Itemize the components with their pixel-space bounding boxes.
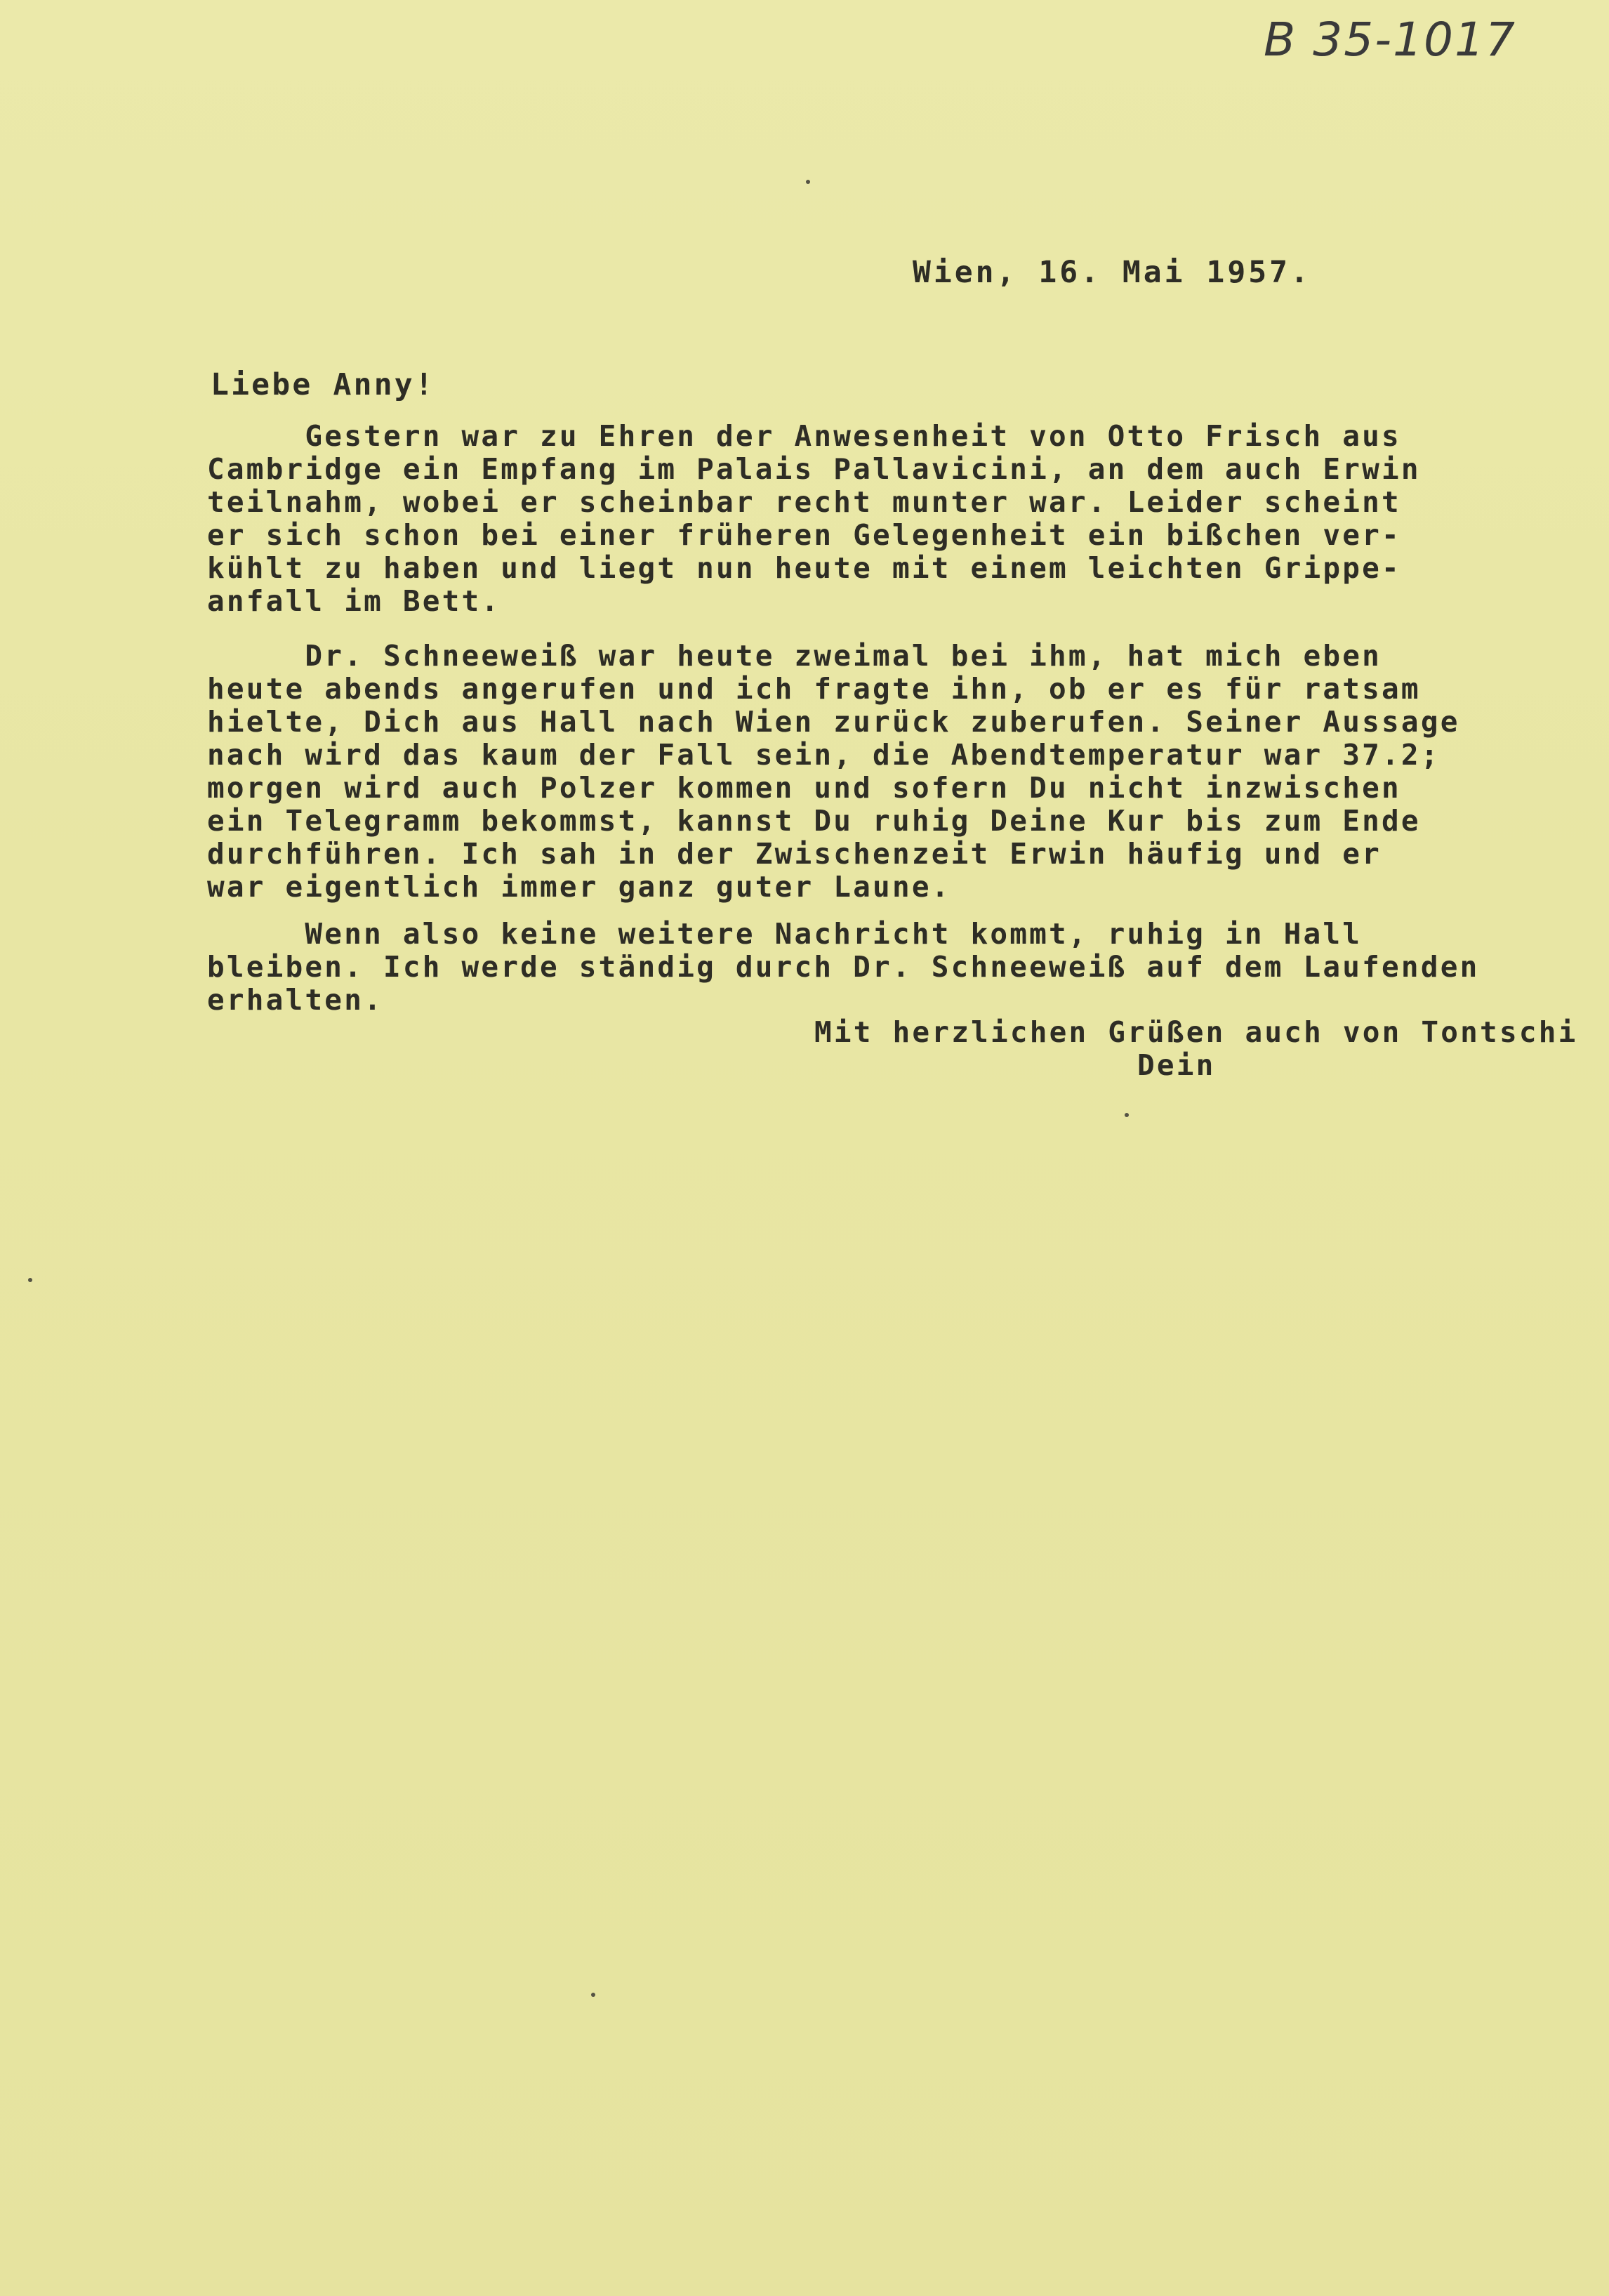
paragraph-1: Gestern war zu Ehren der Anwesenheit von Otto Frisch aus Cambridge ein Empfang im Palais Pallavicini, an dem auch Erwin teilnahm, wobei er scheinbar recht munter war. Leider scheint er sich schon bei einer früheren Gelegenheit ein bißchen ver- kühlt zu haben und liegt nun heute mit einem leichten Grippe- anfall im Bett.: [207, 419, 1421, 618]
archive-reference-handwritten: B 35-1017: [1264, 13, 1517, 67]
paper-speck: [1125, 1113, 1129, 1117]
paper-speck: [591, 1993, 595, 1997]
signoff: Dein: [1137, 1048, 1216, 1082]
paper-speck: [28, 1278, 32, 1282]
paper-speck: [806, 180, 810, 184]
paragraph-3: Wenn also keine weitere Nachricht kommt, ruhig in Hall bleiben. Ich werde ständig durch Dr. Schneeweiß auf dem Laufenden erhalten.: [207, 917, 1480, 1017]
paragraph-2: Dr. Schneeweiß war heute zweimal bei ihm, hat mich eben heute abends angerufen und ich fragte ihn, ob er es für ratsam hielte, Dich aus Hall nach Wien zurück zuberufen. Seiner Aussage nach wird das kaum der Fall sein, die Abendtemperatur war 37.2; morgen wird auch Polzer kommen und sofern Du nicht inzwischen ein Telegramm bekommst, kannst Du ruhig Deine Kur bis zum Ende durchführen. Ich sah in der Zwischenzeit Erwin häufig und er war eigentlich immer ganz guter Laune.: [207, 639, 1460, 904]
closing-line: Mit herzlichen Grüßen auch von Tontschi: [814, 1015, 1578, 1049]
salutation: Liebe Anny!: [211, 367, 435, 402]
date-line: Wien, 16. Mai 1957.: [913, 255, 1311, 290]
